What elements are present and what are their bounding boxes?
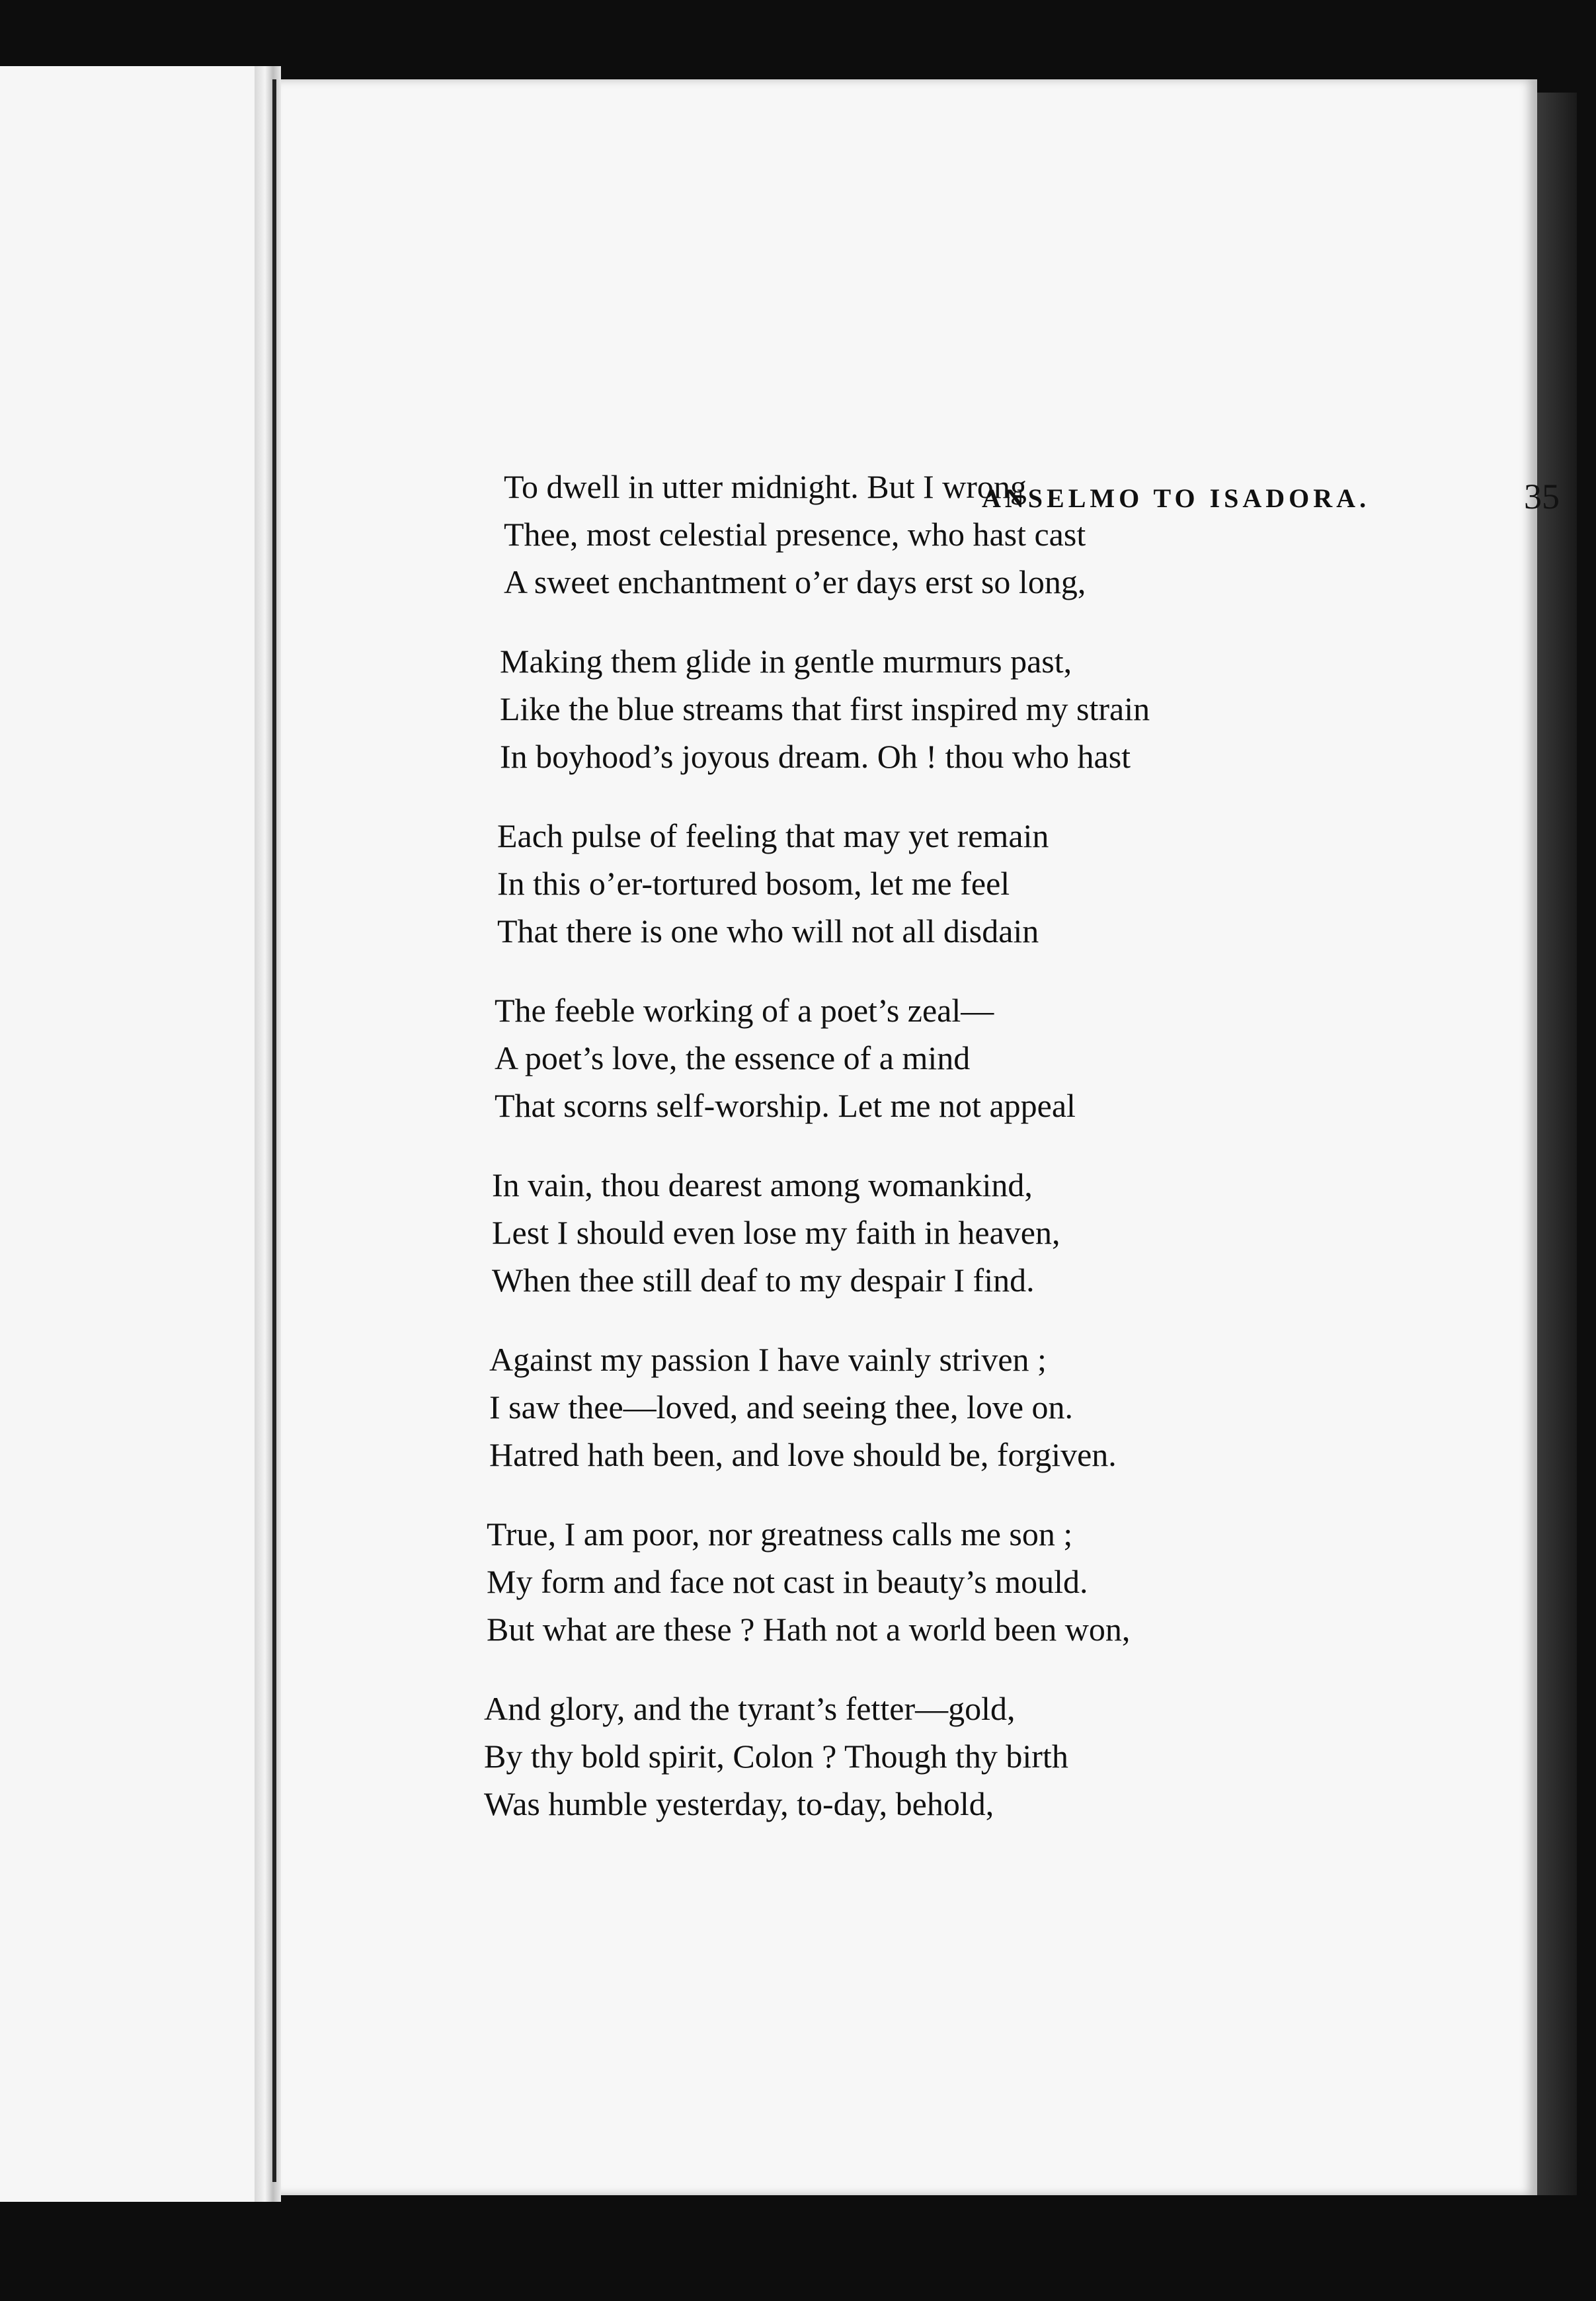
left-page-blank (0, 66, 257, 2202)
poem-line: When thee still deaf to my despair I find. (492, 1262, 1035, 1299)
stanza-1 (489, 463, 1283, 606)
stanza-6 (489, 1336, 1283, 1478)
poem-line: Lest I should even lose my faith in heaven, (492, 1214, 1060, 1251)
poem-line: The feeble working of a poet’s zeal— (495, 992, 994, 1029)
poem-line: Thee, most celestial presence, who hast cast (504, 516, 1086, 553)
stanza-8 (484, 1685, 1283, 1828)
poem-line: That there is one who will not all disdain (497, 912, 1039, 949)
poem-line: And glory, and the tyrant’s fetter—gold, (484, 1690, 1016, 1727)
poem-line: But what are these ? Hath not a world been won, (487, 1611, 1131, 1648)
page-edge-shadow (1537, 93, 1577, 2195)
poem-body (484, 463, 1283, 1859)
binding-edge (272, 79, 276, 2182)
poem-line: A poet’s love, the essence of a mind (495, 1039, 971, 1076)
poem-line: My form and face not cast in beauty’s mould. (487, 1563, 1088, 1600)
poem-line: In vain, thou dearest among womankind, (492, 1166, 1033, 1203)
poem-line: Like the blue streams that first inspired my strain (500, 690, 1150, 727)
poem-line: In this o’er-tortured bosom, let me feel (497, 865, 1010, 902)
poem-line: I saw thee—loved, and seeing thee, love on. (489, 1389, 1074, 1426)
poem-line: Each pulse of feeling that may yet remain (497, 817, 1049, 854)
poem-line: That scorns self-worship. Let me not appeal (495, 1087, 1076, 1124)
stanza-7 (489, 1510, 1283, 1653)
poem-line: Was humble yesterday, to-day, behold, (484, 1785, 994, 1822)
stanza-3 (489, 812, 1283, 955)
poem-line: To dwell in utter midnight. But I wrong (504, 468, 1027, 505)
running-title: ANSELMO TO ISADORA. (982, 483, 1371, 513)
stanza-2 (489, 637, 1283, 780)
book-gutter (255, 66, 281, 2202)
poem-line: A sweet enchantment o’er days erst so long, (504, 563, 1086, 600)
poem-line: In boyhood’s joyous dream. Oh ! thou who hast (500, 738, 1131, 775)
poem-line: Hatred hath been, and love should be, forgiven. (489, 1436, 1117, 1473)
page-number: 35 (1524, 477, 1560, 516)
poem-line: By thy bold spirit, Colon ? Though thy birth (484, 1738, 1068, 1775)
poem-line: True, I am poor, nor greatness calls me son ; (487, 1515, 1073, 1553)
stanza-5 (489, 1161, 1283, 1304)
poem-line: Making them glide in gentle murmurs past, (500, 643, 1072, 680)
poem-line: Against my passion I have vainly striven ; (489, 1341, 1047, 1378)
stanza-4 (489, 987, 1283, 1129)
